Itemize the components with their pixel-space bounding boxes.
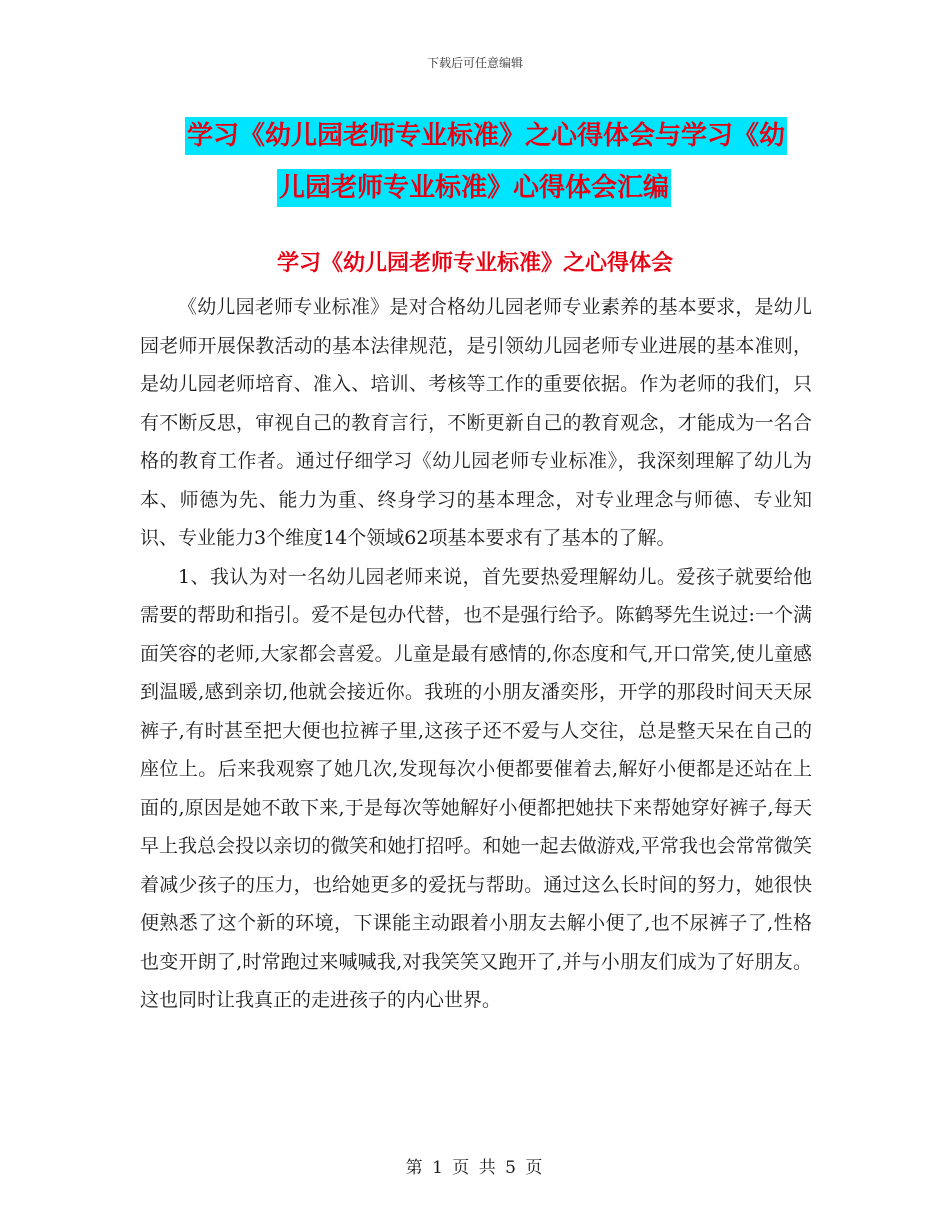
page-footer-number: 第 1 页 共 5 页 <box>405 1158 545 1178</box>
title-highlight-2: 儿园老师专业标准》心得体会汇编 <box>277 169 671 207</box>
section-title: 学习《幼儿园老师专业标准》之心得体会 <box>276 251 673 276</box>
page-header-note: 下载后可任意编辑 <box>426 56 523 70</box>
document-title-line-2 <box>185 162 825 214</box>
paragraph: 《幼儿园老师专业标准》是对合格幼儿园老师专业素养的基本要求，是幼儿园老师开展保教活动的基本法律规范，是引领幼儿园老师专业进展的基本准则，是幼儿园老师培育、准入、培训、考核等工作的重要依据。作为老师的我们，只有不断反思，审视自己的教育言行，不断更新自己的教育观念，才能成为一名合格的教育工作者。通过仔细学习《幼儿园老师专业标准》，我深刻理解了幼儿为本、师德为先、能力为重、终身学习的基本理念，对专业理念与师德、专业知识、专业能力3个维度14个领域62项基本要求有了基本的了解。 <box>140 296 812 549</box>
body-text <box>140 288 812 1020</box>
document-title <box>185 110 825 214</box>
paragraph: 1、我认为对一名幼儿园老师来说，首先要热爱理解幼儿。爱孩子就要给他需要的帮助和指引。爱不是包办代替，也不是强行给予。陈鹤琴先生说过:一个满面笑容的老师,大家都会喜爱。儿童是最有感情的,你态度和气,开口常笑,使儿童感到温暖,感到亲切,他就会接近你。我班的小朋友潘奕彤，开学的那段时间天天尿裤子,有时甚至把大便也拉裤子里,这孩子还不爱与人交往，总是整天呆在自己的座位上。后来我观察了她几次,发现每次小便都要催着去,解好小便都是还站在上面的,原因是她不敢下来,于是每次等她解好小便都把她扶下来帮她穿好裤子,每天早上我总会投以亲切的微笑和她打招呼。和她一起去做游戏,平常我也会常常微笑着减少孩子的压力，也给她更多的爱抚与帮助。通过这么长时间的努力，她很快便熟悉了这个新的环境，下课能主动跟着小朋友去解小便了,也不尿裤子了,性格也变开朗了,时常跑过来喊喊我,对我笑笑又跑开了,并与小朋友们成为了好朋友。这也同时让我真正的走进孩子的内心世界。 <box>140 565 812 1011</box>
document-title-line-1 <box>185 110 825 162</box>
title-highlight-1: 学习《幼儿园老师专业标准》之心得体会与学习《幼 <box>185 117 787 155</box>
